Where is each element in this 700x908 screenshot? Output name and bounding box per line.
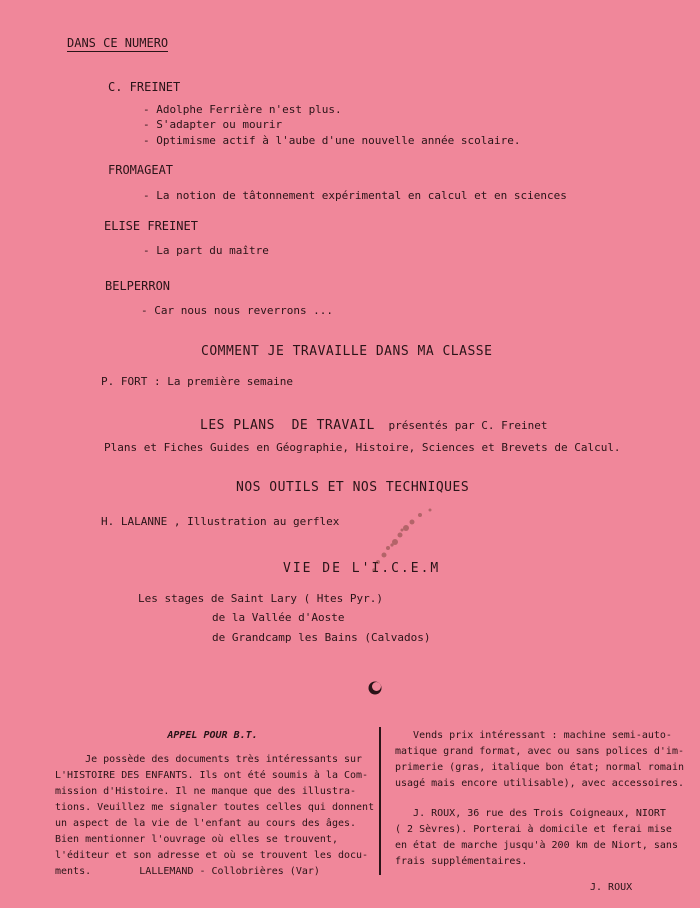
section-line: H. LALANNE , Illustration au gerflex — [101, 515, 340, 528]
toc-item: - S'adapter ou mourir — [143, 118, 283, 131]
section-heading-outils: NOS OUTILS ET NOS TECHNIQUES — [236, 480, 470, 495]
section-line: Les stages de Saint Lary ( Htes Pyr.) — [138, 592, 384, 605]
annonce-line: primerie (gras, italique bon état; normal romain — [395, 762, 684, 773]
appel-line: ments. LALLEMAND - Collobrières (Var) — [55, 866, 320, 877]
section-line: P. FORT : La première semaine — [101, 375, 294, 388]
appel-line: mission d'Histoire. Il ne manque que des illustra- — [55, 786, 357, 797]
section-heading-plans: LES PLANS DE TRAVAIL présentés par C. Freinet — [200, 418, 548, 433]
annonce-line: usagé mais encore utilisable), avec accessoires. — [395, 778, 684, 789]
annonce-signature: J. ROUX — [590, 882, 633, 893]
toc-item: - Car nous nous reverrons ... — [141, 304, 334, 317]
author-fromageat: FROMAGEAT — [108, 163, 174, 177]
annonce-line: J. ROUX, 36 rue des Trois Coigneaux, NIORT — [395, 808, 666, 819]
toc-item: - La part du maître — [143, 244, 269, 257]
spacer — [395, 792, 685, 806]
author-elise-freinet: ELISE FREINET — [104, 219, 198, 233]
annonce-line: en état de marche jusqu'à 200 km de Niort, sans — [395, 840, 678, 851]
appel-title: APPEL POUR B.T. — [167, 730, 258, 741]
stain-mark — [340, 500, 450, 590]
section-line: Plans et Fiches Guides en Géographie, Histoire, Sciences et Brevets de Calcul. — [104, 441, 621, 454]
toc-item: - La notion de tâtonnement expérimental en calcul et en sciences — [143, 189, 567, 202]
annonce-line: frais supplémentaires. — [395, 856, 528, 867]
toc-item: - Adolphe Ferrière n'est plus. — [143, 103, 342, 116]
section-line: de la Vallée d'Aoste — [212, 611, 345, 624]
annonce-line: Vends prix intéressant : machine semi-auto- — [395, 730, 672, 741]
annonce-line: matique grand format, avec ou sans polices d'im- — [395, 746, 684, 757]
section-heading-vie: VIE DE L'I.C.E.M — [283, 561, 441, 576]
page-title: DANS CE NUMERO — [67, 36, 169, 50]
appel-pour-bt — [55, 728, 375, 880]
appel-line: L'HISTOIRE DES ENFANTS. Ils ont été soumis à la Com- — [55, 770, 369, 781]
annonce-machine — [395, 728, 685, 896]
author-c-freinet: C. FREINET — [108, 80, 181, 94]
toc-item: - Optimisme actif à l'aube d'une nouvelle année scolaire. — [143, 134, 521, 147]
appel-line: tions. Veuillez me signaler toutes celles qui donnent — [55, 802, 375, 813]
annonce-line: ( 2 Sèvres). Porterai à domicile et ferai mise — [395, 824, 672, 835]
section-heading-comment: COMMENT JE TRAVAILLE DANS MA CLASSE — [201, 344, 493, 359]
appel-line: Je possède des documents très intéressants sur — [55, 754, 363, 765]
appel-line: Bien mentionner l'ouvrage où elles se trouvent, — [55, 834, 338, 845]
section-line: de Grandcamp les Bains (Calvados) — [212, 631, 431, 644]
column-divider — [379, 727, 381, 875]
ornament-icon — [367, 680, 383, 700]
appel-line: un aspect de la vie de l'enfant au cours des âges. — [55, 818, 357, 829]
author-belperron: BELPERRON — [105, 279, 171, 293]
appel-line: l'éditeur et son adresse et où se trouvent les docu- — [55, 850, 369, 861]
